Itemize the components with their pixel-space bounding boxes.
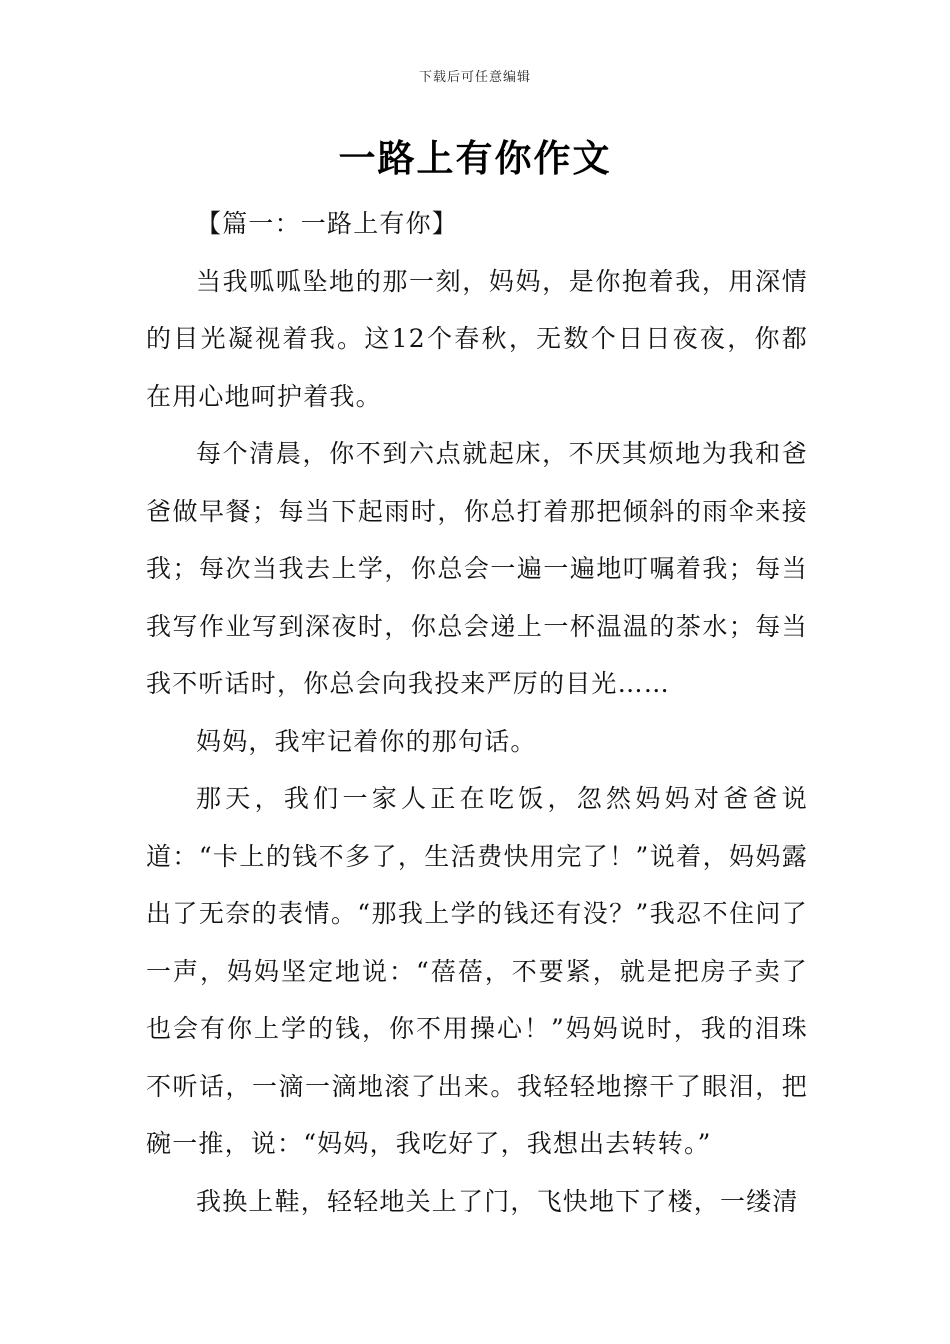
document-title: 一路上有你作文 — [338, 137, 612, 180]
document-body — [146, 195, 808, 1230]
header-note: 下载后可任意编辑 — [418, 70, 531, 85]
paragraph: 每个清晨，你不到六点就起床，不厌其烦地为我和爸爸做早餐；每当下起雨时，你总打着那把倾斜的雨伞来接我；每次当我去上学，你总会一遍一遍地叮嘱着我；每当我写作业写到深夜时，你总会递上一杯温温的茶水；每当我不听话时，你总会向我投来严厉的目光…… — [146, 439, 808, 698]
paragraph: 我换上鞋，轻轻地关上了门，飞快地下了楼，一缕清 — [196, 1186, 799, 1216]
paragraph: 妈妈，我牢记着你的那句话。 — [196, 726, 537, 756]
paragraph: 当我呱呱坠地的那一刻，妈妈，是你抱着我，用深情的目光凝视着我。这12个春秋，无数个日日夜夜，你都在用心地呵护着我。 — [146, 266, 808, 411]
paragraph: 那天，我们一家人正在吃饭，忽然妈妈对爸爸说道：“卡上的钱不多了，生活费快用完了！”说着，妈妈露出了无奈的表情。“那我上学的钱还有没？”我忍不住问了一声，妈妈坚定地说：“蓓蓓，不要紧，就是把房子卖了也会有你上学的钱，你不用操心！”妈妈说时，我的泪珠不听话，一滴一滴地滚了出来。我轻轻地擦干了眼泪，把碗一推，说：“妈妈，我吃好了，我想出去转转。” — [146, 784, 808, 1158]
section-heading: 【篇一：一路上有你】 — [196, 209, 459, 238]
